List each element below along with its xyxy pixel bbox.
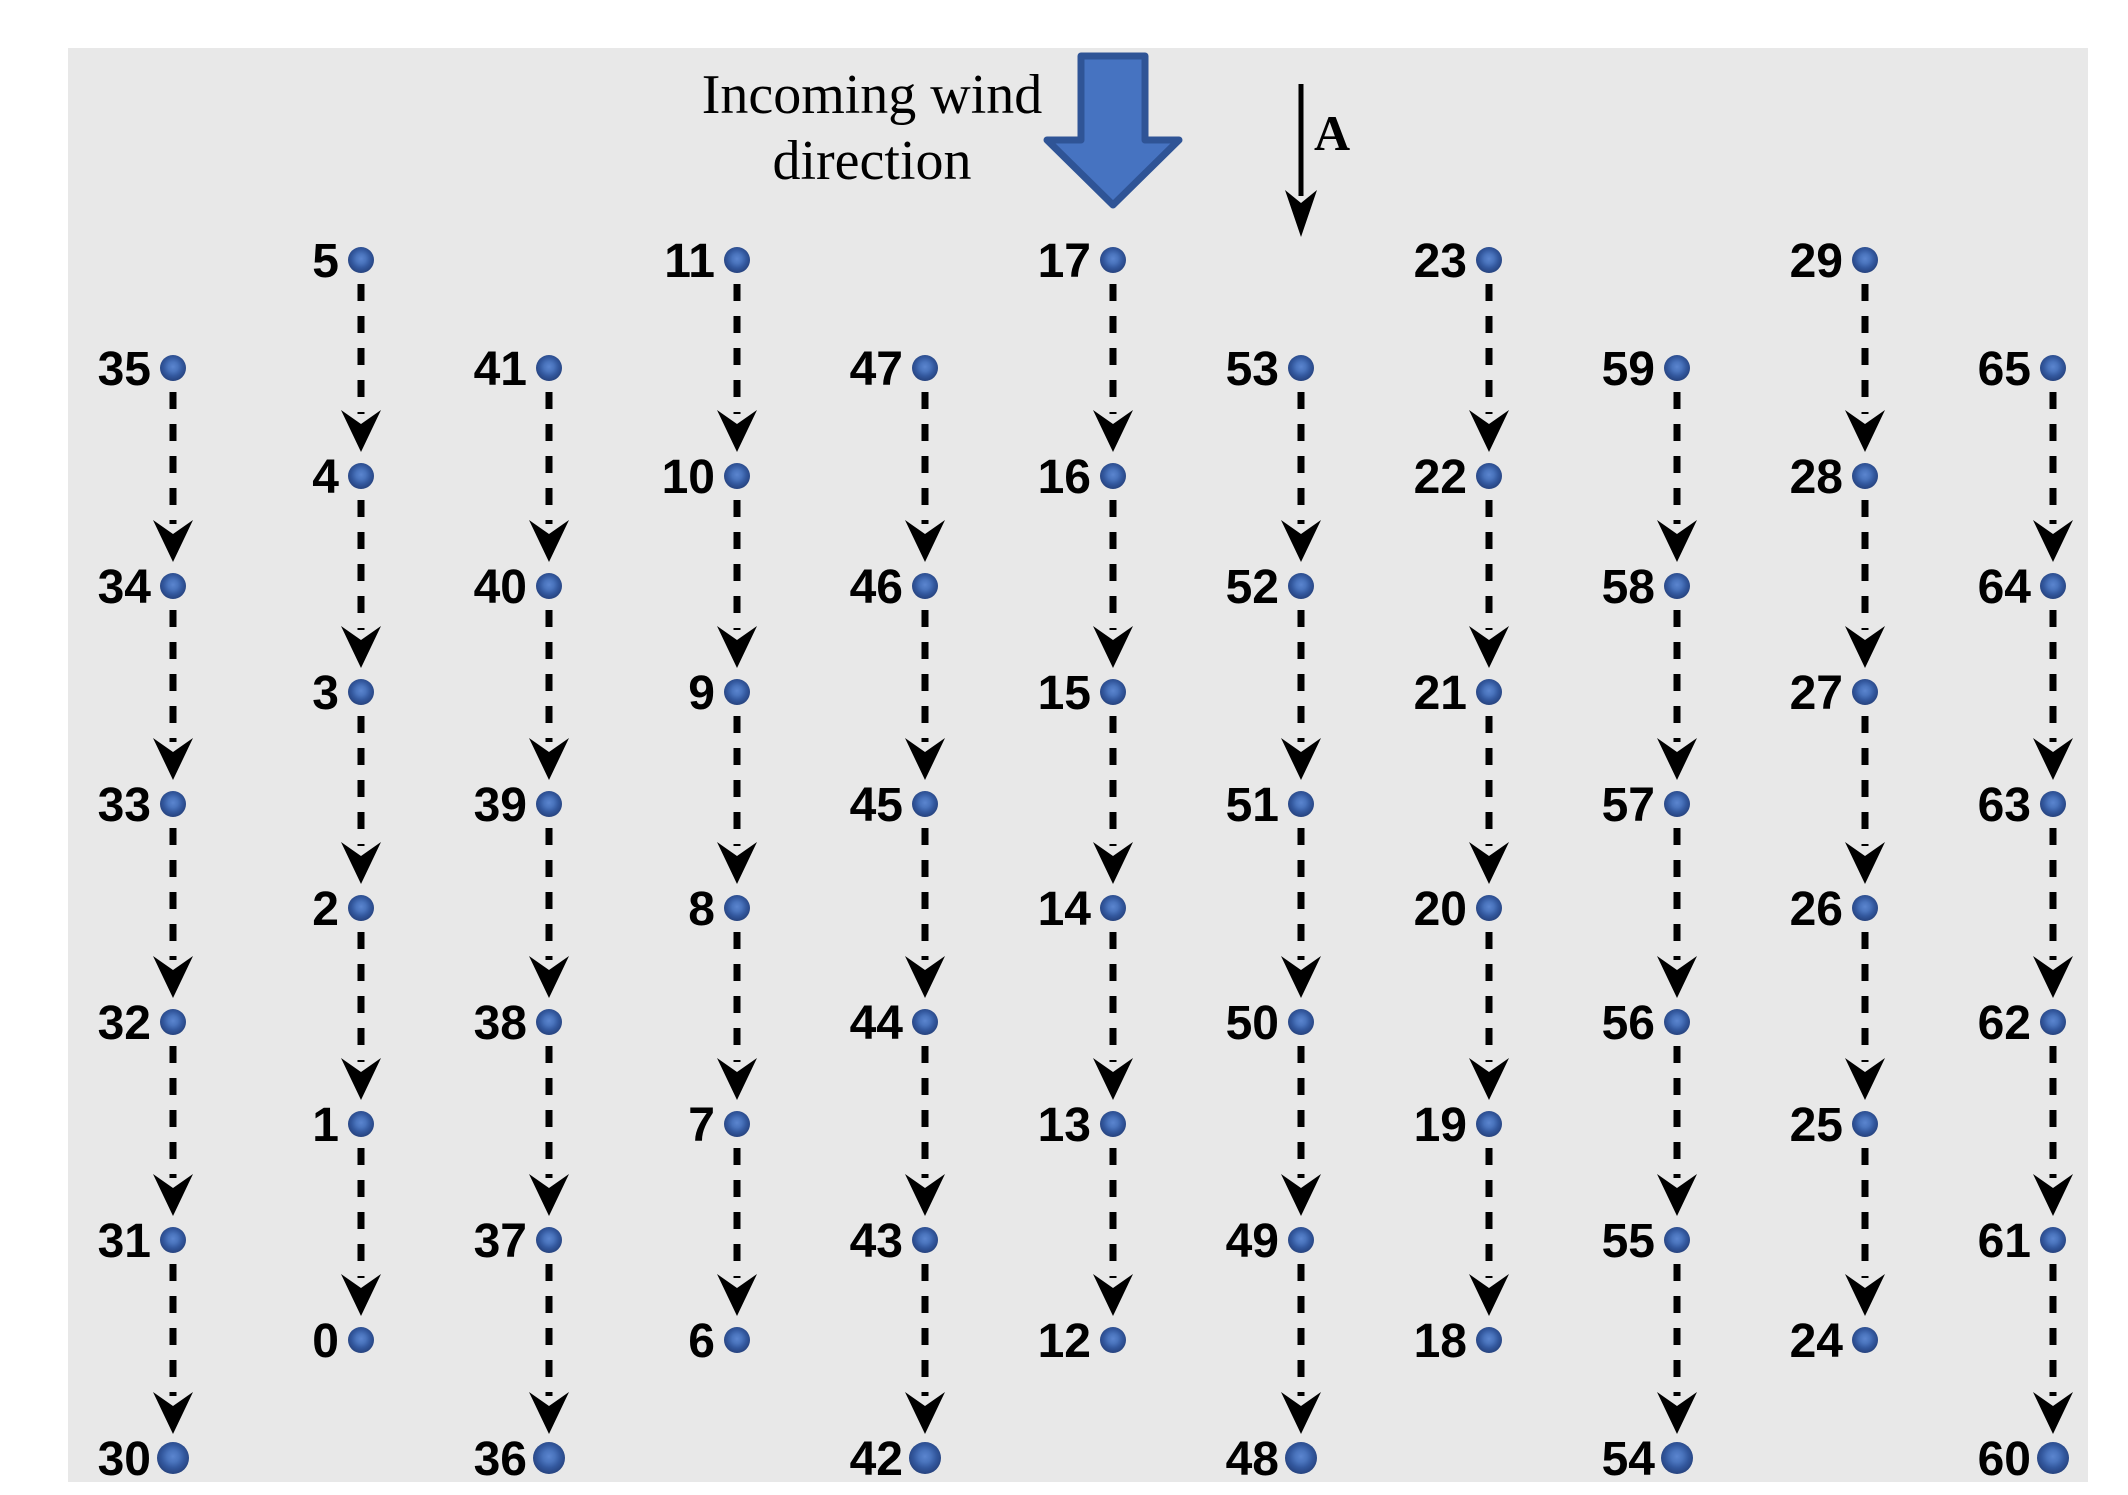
turbine-dot bbox=[724, 1111, 750, 1137]
wake-arrow-head bbox=[341, 842, 381, 884]
turbine-label: 28 bbox=[1789, 451, 1843, 504]
turbine-label: 24 bbox=[1789, 1315, 1843, 1368]
turbine-dot bbox=[2037, 1442, 2069, 1474]
turbine-dot bbox=[348, 1327, 374, 1353]
incoming-wind-label-line2: direction bbox=[772, 130, 972, 192]
turbine-label: 21 bbox=[1413, 667, 1467, 720]
turbine-label: 36 bbox=[473, 1433, 527, 1486]
wake-arrow-head bbox=[1281, 738, 1321, 780]
turbine-label: 52 bbox=[1225, 561, 1279, 614]
turbine-dot bbox=[157, 1442, 189, 1474]
turbine-dot bbox=[1100, 679, 1126, 705]
turbine-label: 62 bbox=[1977, 997, 2031, 1050]
turbine-label: 46 bbox=[849, 561, 903, 614]
a-reference-arrow bbox=[1285, 84, 1317, 237]
turbine-label: 56 bbox=[1601, 997, 1655, 1050]
wake-arrow-head bbox=[1657, 738, 1697, 780]
turbine-dot bbox=[536, 573, 562, 599]
turbine-dot bbox=[1476, 895, 1502, 921]
turbine-dot bbox=[912, 791, 938, 817]
turbine-label: 9 bbox=[688, 667, 715, 720]
wake-arrow-head bbox=[2033, 520, 2073, 562]
wake-arrow-head bbox=[1281, 1392, 1321, 1434]
turbine-label: 43 bbox=[849, 1215, 903, 1268]
turbine-label: 35 bbox=[97, 343, 151, 396]
wake-arrow-head bbox=[717, 842, 757, 884]
turbine-label: 29 bbox=[1789, 235, 1843, 288]
wake-arrow-head bbox=[529, 1174, 569, 1216]
wake-arrow-head bbox=[1469, 410, 1509, 452]
wake-arrow-head bbox=[717, 1058, 757, 1100]
turbine-dot bbox=[1100, 463, 1126, 489]
turbine-dot bbox=[1476, 1327, 1502, 1353]
turbine-dot bbox=[1285, 1442, 1317, 1474]
turbine-label: 22 bbox=[1413, 451, 1467, 504]
turbine-dot bbox=[348, 247, 374, 273]
wake-arrow-head bbox=[529, 1392, 569, 1434]
turbine-dot bbox=[348, 1111, 374, 1137]
wake-arrow-head bbox=[1845, 626, 1885, 668]
turbine-label: 17 bbox=[1037, 235, 1091, 288]
turbine-dot bbox=[912, 1227, 938, 1253]
turbine-dot bbox=[533, 1442, 565, 1474]
turbine-dot bbox=[1100, 1327, 1126, 1353]
turbine-dot bbox=[724, 895, 750, 921]
wake-arrow-head bbox=[717, 626, 757, 668]
wake-arrow-head bbox=[905, 1392, 945, 1434]
turbine-label: 39 bbox=[473, 779, 527, 832]
a-arrow-head bbox=[1285, 190, 1317, 237]
turbine-label: 49 bbox=[1225, 1215, 1279, 1268]
turbine-label: 38 bbox=[473, 997, 527, 1050]
turbine-label: 16 bbox=[1037, 451, 1091, 504]
turbine-label: 63 bbox=[1977, 779, 2031, 832]
turbine-dot bbox=[1852, 1111, 1878, 1137]
wake-arrow-head bbox=[1281, 956, 1321, 998]
incoming-wind-arrow-icon bbox=[1047, 56, 1179, 205]
wake-arrow-head bbox=[905, 520, 945, 562]
turbine-dot bbox=[724, 679, 750, 705]
turbine-dot bbox=[1852, 1327, 1878, 1353]
turbine-dot bbox=[1288, 355, 1314, 381]
turbine-label: 34 bbox=[97, 561, 151, 614]
turbine-label: 37 bbox=[473, 1215, 527, 1268]
turbine-dot bbox=[348, 463, 374, 489]
turbine-label: 2 bbox=[312, 883, 339, 936]
turbine-label: 6 bbox=[688, 1315, 715, 1368]
wake-arrow-head bbox=[717, 410, 757, 452]
wake-arrow-head bbox=[2033, 1174, 2073, 1216]
turbine-dot bbox=[912, 1009, 938, 1035]
a-reference-label: A bbox=[1314, 105, 1351, 161]
wake-arrow-head bbox=[153, 520, 193, 562]
turbine-dot bbox=[160, 355, 186, 381]
turbine-dot bbox=[909, 1442, 941, 1474]
turbine-dot bbox=[1852, 895, 1878, 921]
turbine-dot bbox=[1288, 1227, 1314, 1253]
turbine-label: 64 bbox=[1977, 561, 2031, 614]
wake-arrow-head bbox=[1093, 1274, 1133, 1316]
wake-arrow-head bbox=[153, 1174, 193, 1216]
wake-arrow-head bbox=[153, 956, 193, 998]
turbine-dot bbox=[160, 573, 186, 599]
wake-arrow-head bbox=[717, 1274, 757, 1316]
turbine-dot bbox=[160, 791, 186, 817]
wake-arrow-head bbox=[1281, 1174, 1321, 1216]
turbine-label: 10 bbox=[661, 451, 715, 504]
wake-arrow-head bbox=[153, 738, 193, 780]
wake-arrow-head bbox=[341, 410, 381, 452]
wake-arrow-head bbox=[1469, 1274, 1509, 1316]
turbine-label: 12 bbox=[1037, 1315, 1091, 1368]
turbine-label: 55 bbox=[1601, 1215, 1655, 1268]
turbine-dot bbox=[724, 463, 750, 489]
turbine-label: 40 bbox=[473, 561, 527, 614]
turbine-label: 3 bbox=[312, 667, 339, 720]
wake-arrow-head bbox=[1845, 1274, 1885, 1316]
turbine-label: 13 bbox=[1037, 1099, 1091, 1152]
wake-arrow-head bbox=[341, 626, 381, 668]
wake-arrow-head bbox=[341, 1058, 381, 1100]
turbine-label: 51 bbox=[1225, 779, 1279, 832]
turbine-dot bbox=[1288, 1009, 1314, 1035]
turbine-label: 30 bbox=[97, 1433, 151, 1486]
turbine-label: 27 bbox=[1789, 667, 1843, 720]
wake-arrow-head bbox=[1469, 1058, 1509, 1100]
turbine-label: 1 bbox=[312, 1099, 339, 1152]
turbine-label: 7 bbox=[688, 1099, 715, 1152]
turbine-dot bbox=[912, 573, 938, 599]
turbine-dot bbox=[536, 355, 562, 381]
wake-arrow-head bbox=[1657, 1392, 1697, 1434]
wake-arrow-head bbox=[905, 956, 945, 998]
wake-arrow-head bbox=[529, 738, 569, 780]
turbine-dot bbox=[2040, 573, 2066, 599]
turbine-dot bbox=[1100, 247, 1126, 273]
turbine-label: 19 bbox=[1413, 1099, 1467, 1152]
turbine-label: 18 bbox=[1413, 1315, 1467, 1368]
turbine-label: 50 bbox=[1225, 997, 1279, 1050]
turbine-label: 59 bbox=[1601, 343, 1655, 396]
turbine-label: 31 bbox=[97, 1215, 151, 1268]
turbine-dot bbox=[1100, 1111, 1126, 1137]
wake-arrow-head bbox=[905, 1174, 945, 1216]
turbine-dot bbox=[1852, 679, 1878, 705]
wake-arrow-head bbox=[1469, 626, 1509, 668]
turbine-grid bbox=[98, 235, 2073, 1486]
wake-arrow-head bbox=[1093, 626, 1133, 668]
turbine-label: 61 bbox=[1977, 1215, 2031, 1268]
turbine-dot bbox=[1664, 355, 1690, 381]
turbine-dot bbox=[160, 1009, 186, 1035]
turbine-dot bbox=[2040, 355, 2066, 381]
turbine-dot bbox=[2040, 791, 2066, 817]
turbine-label: 53 bbox=[1225, 343, 1279, 396]
turbine-dot bbox=[1288, 791, 1314, 817]
turbine-dot bbox=[1664, 1009, 1690, 1035]
wake-arrow-head bbox=[1281, 520, 1321, 562]
turbine-label: 4 bbox=[312, 451, 339, 504]
turbine-label: 5 bbox=[312, 235, 339, 288]
turbine-dot bbox=[536, 1009, 562, 1035]
turbine-label: 26 bbox=[1789, 883, 1843, 936]
wake-arrow-head bbox=[2033, 738, 2073, 780]
turbine-label: 11 bbox=[664, 235, 715, 288]
wake-arrow-head bbox=[1845, 842, 1885, 884]
turbine-dot bbox=[1476, 679, 1502, 705]
turbine-label: 47 bbox=[849, 343, 903, 396]
turbine-label: 48 bbox=[1225, 1433, 1279, 1486]
wake-arrow-head bbox=[1845, 1058, 1885, 1100]
turbine-dot bbox=[1476, 1111, 1502, 1137]
turbine-dot bbox=[348, 679, 374, 705]
turbine-label: 32 bbox=[97, 997, 151, 1050]
turbine-dot bbox=[536, 791, 562, 817]
wake-arrow-head bbox=[529, 520, 569, 562]
wake-arrow-head bbox=[1093, 1058, 1133, 1100]
turbine-dot bbox=[1661, 1442, 1693, 1474]
turbine-label: 65 bbox=[1977, 343, 2031, 396]
wake-arrow-head bbox=[153, 1392, 193, 1434]
turbine-label: 42 bbox=[849, 1433, 903, 1486]
turbine-label: 20 bbox=[1413, 883, 1467, 936]
wake-arrow-head bbox=[1657, 956, 1697, 998]
wake-arrow-head bbox=[2033, 956, 2073, 998]
turbine-label: 0 bbox=[312, 1315, 339, 1368]
turbine-label: 15 bbox=[1037, 667, 1091, 720]
turbine-dot bbox=[1664, 1227, 1690, 1253]
turbine-dot bbox=[160, 1227, 186, 1253]
turbine-dot bbox=[348, 895, 374, 921]
wake-arrow-head bbox=[1657, 520, 1697, 562]
turbine-dot bbox=[912, 355, 938, 381]
turbine-label: 14 bbox=[1037, 883, 1091, 936]
turbine-label: 45 bbox=[849, 779, 903, 832]
turbine-label: 25 bbox=[1789, 1099, 1843, 1152]
wake-arrow-head bbox=[1093, 842, 1133, 884]
turbine-dot bbox=[2040, 1009, 2066, 1035]
turbine-label: 58 bbox=[1601, 561, 1655, 614]
turbine-label: 23 bbox=[1413, 235, 1467, 288]
turbine-dot bbox=[1100, 895, 1126, 921]
turbine-label: 60 bbox=[1977, 1433, 2031, 1486]
turbine-dot bbox=[1664, 791, 1690, 817]
turbine-dot bbox=[1476, 463, 1502, 489]
wake-arrow-head bbox=[1845, 410, 1885, 452]
turbine-dot bbox=[2040, 1227, 2066, 1253]
turbine-dot bbox=[1288, 573, 1314, 599]
wake-arrow-head bbox=[529, 956, 569, 998]
turbine-dot bbox=[1852, 463, 1878, 489]
incoming-wind-label-line1: Incoming wind bbox=[701, 64, 1043, 126]
turbine-label: 41 bbox=[473, 343, 527, 396]
turbine-dot bbox=[1476, 247, 1502, 273]
wake-arrow-head bbox=[1469, 842, 1509, 884]
turbine-label: 8 bbox=[688, 883, 715, 936]
turbine-label: 54 bbox=[1601, 1433, 1655, 1486]
turbine-dot bbox=[1664, 573, 1690, 599]
turbine-label: 57 bbox=[1601, 779, 1655, 832]
turbine-label: 33 bbox=[97, 779, 151, 832]
wake-arrow-head bbox=[341, 1274, 381, 1316]
wake-arrow-head bbox=[1093, 410, 1133, 452]
turbine-label: 44 bbox=[849, 997, 903, 1050]
wake-arrow-head bbox=[905, 738, 945, 780]
turbine-dot bbox=[1852, 247, 1878, 273]
wake-arrow-head bbox=[2033, 1392, 2073, 1434]
turbine-dot bbox=[536, 1227, 562, 1253]
turbine-dot bbox=[724, 1327, 750, 1353]
wake-arrow-head bbox=[1657, 1174, 1697, 1216]
turbine-dot bbox=[724, 247, 750, 273]
